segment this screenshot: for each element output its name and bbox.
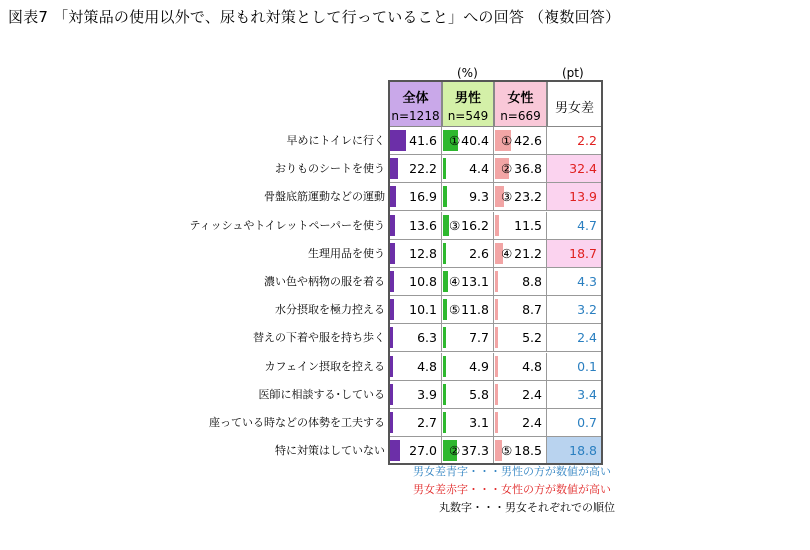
row-label: 骨盤底筋運動などの運動 [264, 190, 385, 203]
row-label: 医師に相談する･している [258, 388, 385, 401]
diff-value: 0.1 [577, 359, 597, 374]
value-female: 2.4 [522, 387, 542, 402]
header-female-label: 女性 [507, 91, 534, 106]
diff-value: 13.9 [569, 189, 597, 204]
value-female: 11.5 [514, 218, 542, 233]
header-all-label: 全体 [402, 91, 429, 106]
value-female: 5.2 [522, 330, 542, 345]
value-female: 8.8 [522, 274, 542, 289]
value-male: 9.3 [469, 189, 489, 204]
value-male: 4.4 [469, 161, 489, 176]
value-all: 10.8 [409, 274, 437, 289]
rank-female: ③ [501, 189, 513, 204]
rank-male: ③ [449, 218, 461, 233]
diff-value: 18.7 [569, 246, 597, 261]
value-all: 12.8 [409, 246, 437, 261]
header-diff-label: 男女差 [554, 101, 594, 116]
diff-value: 2.4 [577, 330, 597, 345]
rank-male: ② [449, 443, 461, 458]
row-label: 濃い色や柄物の服を着る [264, 275, 385, 288]
diff-value: 4.3 [577, 274, 597, 289]
chart-title: 図表7 「対策品の使用以外で、尿もれ対策として行っていること」への回答 （複数回答） [8, 8, 621, 26]
row-label: 水分摂取を極力控える [275, 303, 385, 316]
diff-value: 3.4 [577, 387, 597, 402]
diff-value: 2.2 [577, 133, 597, 148]
row-label: 特に対策はしていない [275, 444, 385, 457]
row-label: ティッシュやトイレットペーパーを使う [189, 219, 385, 232]
header-male-label: 男性 [454, 91, 481, 106]
value-male: 2.6 [469, 246, 489, 261]
value-all: 41.6 [409, 133, 437, 148]
value-male: 40.4 [461, 133, 489, 148]
row-label: 早めにトイレに行く [286, 134, 385, 147]
diff-value: 0.7 [577, 415, 597, 430]
value-female: 21.2 [514, 246, 542, 261]
value-male: 4.9 [469, 359, 489, 374]
value-male: 13.1 [461, 274, 489, 289]
value-all: 10.1 [409, 302, 437, 317]
rank-female: ① [501, 133, 513, 148]
value-female: 8.7 [522, 302, 542, 317]
rank-female: ② [501, 161, 513, 176]
table-frame [388, 80, 603, 465]
value-female: 2.4 [522, 415, 542, 430]
unit-pt: (pt) [562, 66, 584, 80]
diff-value: 32.4 [569, 161, 597, 176]
value-all: 4.8 [417, 359, 437, 374]
value-all: 13.6 [409, 218, 437, 233]
value-female: 36.8 [514, 161, 542, 176]
legend-blue: 男女差青字・・・男性の方が数値が高い [413, 465, 611, 478]
header-all-n: n=1218 [391, 109, 440, 123]
row-label: カフェイン摂取を控える [264, 360, 385, 373]
legend-rank: 丸数字・・・男女それぞれでの順位 [439, 501, 615, 514]
header-female-n: n=669 [500, 109, 541, 123]
value-male: 5.8 [469, 387, 489, 402]
value-male: 3.1 [469, 415, 489, 430]
rank-female: ⑤ [501, 443, 513, 458]
unit-percent: (%) [457, 66, 478, 80]
header-male-n: n=549 [447, 109, 489, 123]
diff-value: 4.7 [577, 218, 597, 233]
diff-value: 18.8 [569, 443, 597, 458]
value-female: 18.5 [514, 443, 542, 458]
value-female: 23.2 [514, 189, 542, 204]
row-label: 生理用品を使う [308, 247, 385, 260]
value-male: 37.3 [461, 443, 489, 458]
value-male: 7.7 [469, 330, 489, 345]
value-female: 4.8 [522, 359, 542, 374]
diff-value: 3.2 [577, 302, 597, 317]
row-label: 替えの下着や服を持ち歩く [253, 331, 385, 344]
row-label: おりものシートを使う [275, 162, 385, 175]
rank-male: ④ [449, 274, 461, 289]
rank-male: ① [449, 133, 461, 148]
rank-female: ④ [501, 246, 513, 261]
legend-red: 男女差赤字・・・女性の方が数値が高い [413, 483, 611, 496]
value-male: 11.8 [461, 302, 489, 317]
rank-male: ⑤ [449, 302, 461, 317]
value-all: 2.7 [417, 415, 437, 430]
value-all: 27.0 [409, 443, 437, 458]
value-female: 42.6 [514, 133, 542, 148]
value-all: 16.9 [409, 189, 437, 204]
value-all: 3.9 [417, 387, 437, 402]
value-male: 16.2 [461, 218, 489, 233]
value-all: 6.3 [417, 330, 437, 345]
row-label: 座っている時などの体勢を工夫する [209, 416, 385, 429]
value-all: 22.2 [409, 161, 437, 176]
